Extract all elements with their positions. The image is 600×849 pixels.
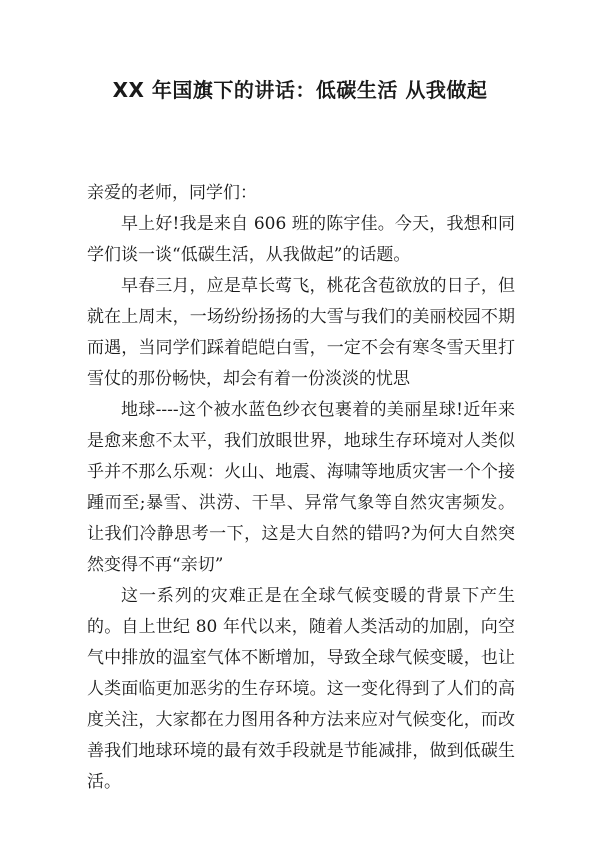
paragraph-greeting: 早上好!我是来自 606 班的陈宇佳。今天，我想和同学们谈一谈“低碳生活，从我做起”的话题。	[87, 214, 515, 265]
salutation: 亲爱的老师，同学们：	[87, 183, 257, 203]
document-body	[87, 178, 515, 798]
paragraph-climate-change: 这一系列的灾难正是在全球气候变暖的背景下产生的。自上世纪 80 年代以来，随着人类活动的加剧，向空气中排放的温室气体不断增加，导致全球气候变暖，也让人类面临更加恶劣的生存环境。这一变化得到了人们的高度关注，大家都在力图用各种方法来应对气候变化，而改善我们地球环境的最有效手段就是节能减排，做到低碳生活。	[87, 586, 515, 792]
paragraph-spring-snow: 早春三月，应是草长莺飞，桃花含苞欲放的日子，但就在上周末，一场纷纷扬扬的大雪与我们的美丽校园不期而遇，当同学们踩着皑皑白雪，一定不会有寒冬雪天里打雪仗的那份畅快，却会有着一份淡淡的忧思	[87, 276, 515, 389]
paragraph-earth-disasters: 地球----这个被水蓝色纱衣包裹着的美丽星球!近年来是愈来愈不太平，我们放眼世界，地球生存环境对人类似乎并不那么乐观：火山、地震、海啸等地质灾害一个个接踵而至;暴雪、洪涝、干旱、异常气象等自然灾害频发。让我们冷静思考一下，这是大自然的错吗?为何大自然突然变得不再“亲切”	[87, 400, 515, 575]
document-title: XX 年国旗下的讲话：低碳生活 从我做起	[112, 78, 488, 102]
